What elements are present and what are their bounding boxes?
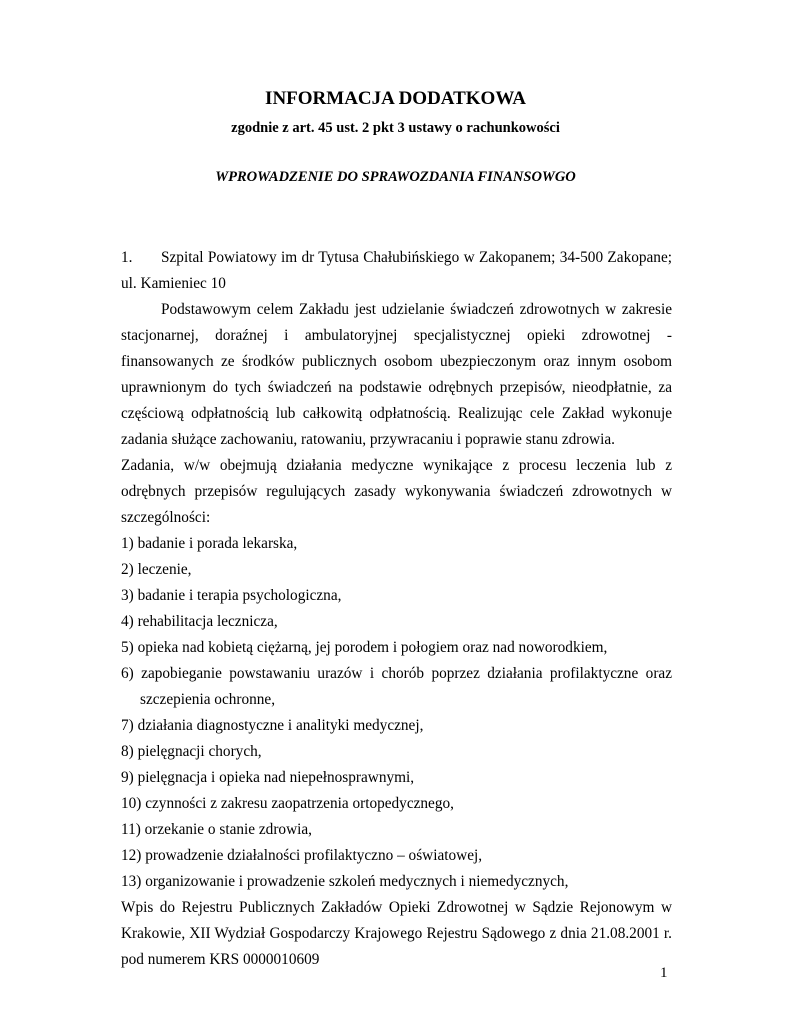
list-item: 10) czynności z zakresu zaopatrzenia ortopedycznego,: [121, 795, 454, 812]
document-body: [121, 245, 672, 973]
tasks-list: [121, 531, 672, 895]
list-item: 1) badanie i porada lekarska,: [121, 535, 298, 552]
list-item: 3) badanie i terapia psychologiczna,: [121, 587, 342, 604]
list-item: 5) opieka nad kobietą ciężarną, jej porodem i połogiem oraz nad noworodkiem,: [121, 639, 608, 656]
section-heading: WPROWADZENIE DO SPRAWOZDANIA FINANSOWGO: [215, 169, 576, 185]
document-subtitle: zgodnie z art. 45 ust. 2 pkt 3 ustawy o rachunkowości: [231, 120, 560, 136]
document-title: INFORMACJA DODATKOWA: [265, 88, 526, 109]
registry-paragraph: Wpis do Rejestru Publicznych Zakładów Opieki Zdrowotnej w Sądzie Rejonowym w Krakowie, XII Wydział Gospodarczy Krajowego Rejestru Sądowego z dnia 21.08.2001 r. pod numerem KRS 0000010609: [121, 899, 672, 968]
list-item: 11) orzekanie o stanie zdrowia,: [121, 821, 312, 838]
tasks-intro: Zadania, w/w obejmują działania medyczne wynikające z procesu leczenia lub z odrębnych przepisów regulujących zasady wykonywania świadczeń zdrowotnych w szczególności:: [121, 457, 672, 526]
list-item: 2) leczenie,: [121, 561, 192, 578]
item-1-text: Szpital Powiatowy im dr Tytusa Chałubińskiego w Zakopanem; 34-500 Zakopane; ul. Kamieniec 10: [121, 249, 672, 292]
item-1-paragraph: [121, 245, 672, 297]
page-number: 1: [660, 965, 668, 981]
list-item: 7) działania diagnostyczne i analityki medycznej,: [121, 717, 424, 734]
list-item: 9) pielęgnacja i opieka nad niepełnosprawnymi,: [121, 769, 415, 786]
purpose-paragraph: Podstawowym celem Zakładu jest udzielanie świadczeń zdrowotnych w zakresie stacjonarnej, doraźnej i ambulatoryjnej specjalistycznej opieki zdrowotnej - finansowanych ze środków publicznych osobom ubezpieczonym oraz innym osobom uprawnionym do tych świadczeń na podstawie odrębnych przepisów, nieodpłatnie, za częściową odpłatnością lub całkowitą odpłatnością. Realizując cele Zakład wykonuje zadania służące zachowaniu, ratowaniu, przywracaniu i poprawie stanu zdrowia.: [121, 301, 672, 448]
list-item: 12) prowadzenie działalności profilaktyczno – oświatowej,: [121, 847, 483, 864]
list-item: 8) pielęgnacji chorych,: [121, 743, 262, 760]
item-1-number: 1.: [121, 249, 133, 266]
list-item: 6) zapobieganie powstawaniu urazów i chorób poprzez działania profilaktyczne oraz szczepienia ochronne,: [121, 665, 672, 708]
list-item: 4) rehabilitacja lecznicza,: [121, 613, 278, 630]
list-item: 13) organizowanie i prowadzenie szkoleń medycznych i niemedycznych,: [121, 873, 569, 890]
